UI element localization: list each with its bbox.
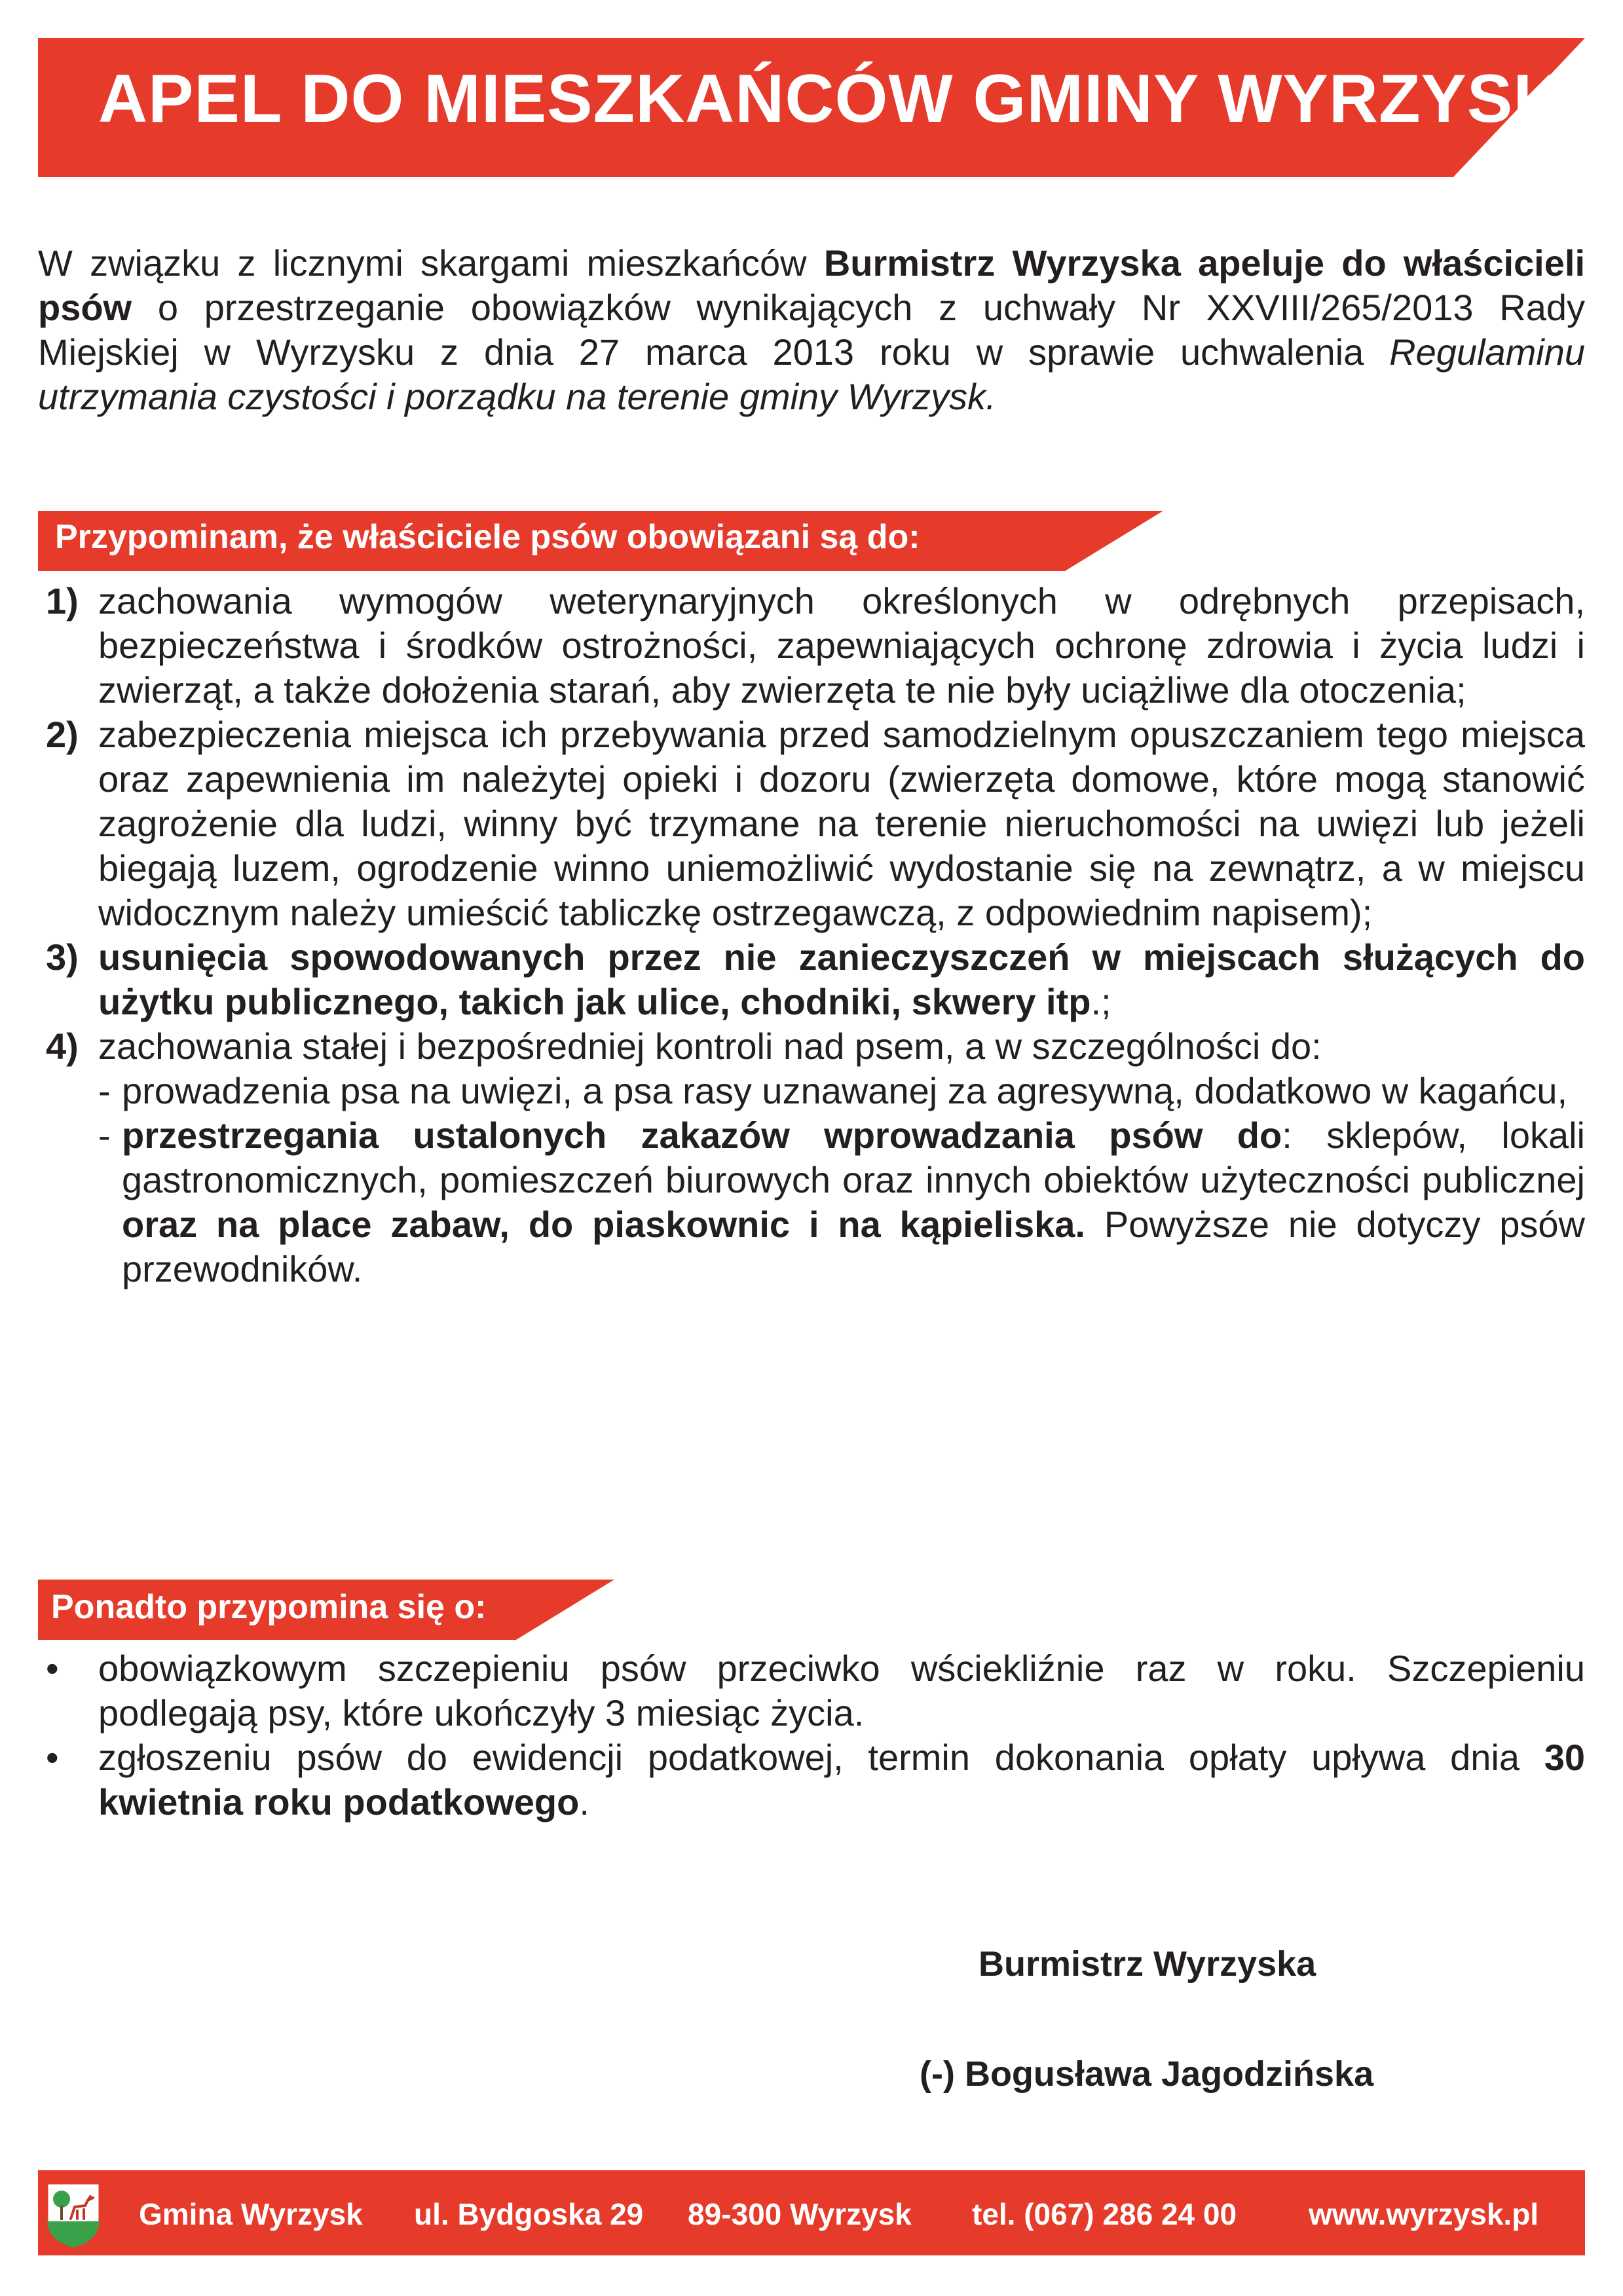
item-text <box>98 1024 1585 1291</box>
footer-website-link[interactable]: www.wyrzysk.pl <box>1309 2197 1539 2231</box>
section1-heading: Przypominam, że właściciele psów obowiązani są do: <box>55 518 920 556</box>
item-rest: .; <box>1091 981 1111 1022</box>
list-item <box>46 579 1585 713</box>
intro-paragraph <box>38 241 1585 419</box>
dash-marker: - <box>98 1115 111 1156</box>
bullet-icon: • <box>46 1648 59 1689</box>
intro-italic: Regulaminu utrzymania czystości i porządku na terenie gminy Wyrzysk. <box>38 331 1585 417</box>
bullet-text <box>98 1735 1585 1824</box>
item-number: 2) <box>46 714 79 755</box>
footer-phone[interactable]: tel. (067) 286 24 00 <box>972 2197 1237 2231</box>
obligations-list <box>46 579 1585 1291</box>
reminders-list <box>46 1646 1585 1824</box>
item-number: 3) <box>46 936 79 978</box>
sub-item <box>98 1113 1585 1291</box>
item-text <box>98 935 1585 1024</box>
intro-text: W związku z licznymi skargami mieszkańców <box>38 242 824 284</box>
bullet-bold: 30 kwietnia roku podatkowego <box>98 1737 1585 1823</box>
item-text: zabezpieczenia miejsca ich przebywania przed samodzielnym opuszczaniem tego miejsca oraz zapewnienia im należytej opieki i dozoru (zwierzęta domowe, które mogą stanowić zagrożenie dla ludzi, winny być trzymane na terenie nieruchomości na uwięzi lub jeżeli biegają luzem, ogrodzenie winno uniemożliwić wydostanie się na zewnątrz, a w miejscu widocznym należy umieścić tabliczkę ostrzegawczą, z odpowiednim napisem); <box>98 714 1585 933</box>
page-title: APEL DO MIESZKAŃCÓW GMINY WYRZYSK <box>98 61 1563 137</box>
sub-text-1: : sklepów, lokali gastronomicznych, pomieszczeń biurowych oraz innych obiektów użyteczności publicznej <box>122 1115 1585 1200</box>
deer-coat-of-arms-icon <box>45 2181 102 2249</box>
list-item <box>46 713 1585 935</box>
signature-title: Burmistrz Wyrzyska <box>979 1944 1316 1984</box>
list-item <box>46 1024 1585 1291</box>
item-bold: usunięcia spowodowanych przez nie zanieczyszczeń w miejscach służących do użytku publicznego, takich jak ulice, chodniki, skwery itp <box>98 936 1585 1022</box>
intro-bold: Burmistrz Wyrzyska apeluje do właścicieli psów <box>38 242 1585 328</box>
bullet-text-part: zgłoszeniu psów do ewidencji podatkowej, termin dokonania opłaty upływa dnia <box>98 1737 1544 1778</box>
sub-text-2: Powyższe nie dotyczy psów przewodników. <box>122 1204 1585 1289</box>
list-item <box>46 1735 1585 1824</box>
sub-bold-2: oraz na place zabaw, do piaskownic i na kąpieliska. <box>122 1204 1085 1245</box>
list-item <box>46 935 1585 1024</box>
item-text: zachowania wymogów weterynaryjnych określonych w odrębnych przepisach, bezpieczeństwa i środków ostrożności, zapewniających ochronę zdrowia i życia ludzi i zwierząt, a także dołożenia starań, aby zwierzęta te nie były uciążliwe dla otoczenia; <box>98 580 1585 711</box>
bullet-text: obowiązkowym szczepieniu psów przeciwko wściekliźnie raz w roku. Szczepieniu podlegają psy, które ukończyły 3 miesiąc życia. <box>98 1648 1585 1733</box>
item-number: 1) <box>46 580 79 621</box>
footer-gmina: Gmina Wyrzysk <box>139 2197 363 2231</box>
signature-name: (-) Bogusława Jagodzińska <box>920 2054 1374 2094</box>
intro-text-2: o przestrzeganie obowiązków wynikających z uchwały Nr XXVIII/265/2013 Rady Miejskiej w Wyrzysku z dnia 27 marca 2013 roku w sprawie uchwalenia <box>38 287 1585 373</box>
item-4-intro: zachowania stałej i bezpośredniej kontroli nad psem, a w szczególności do: <box>98 1026 1322 1067</box>
dash-marker: - <box>98 1070 111 1111</box>
sub-item-text <box>122 1113 1585 1291</box>
item-number: 4) <box>46 1026 79 1067</box>
bullet-end: . <box>579 1781 589 1823</box>
section2-heading: Ponadto przypomina się o: <box>51 1588 487 1626</box>
footer-street: ul. Bydgoska 29 <box>414 2197 644 2231</box>
list-item <box>46 1646 1585 1735</box>
sub-item-text: prowadzenia psa na uwięzi, a psa rasy uznawanej za agresywną, dodatkowo w kagańcu, <box>122 1070 1568 1111</box>
sub-bold-1: przestrzegania ustalonych zakazów wprowadzania psów do <box>122 1115 1282 1156</box>
sub-item <box>98 1069 1585 1113</box>
bullet-icon: • <box>46 1737 59 1778</box>
footer-postal: 89-300 Wyrzysk <box>688 2197 912 2231</box>
